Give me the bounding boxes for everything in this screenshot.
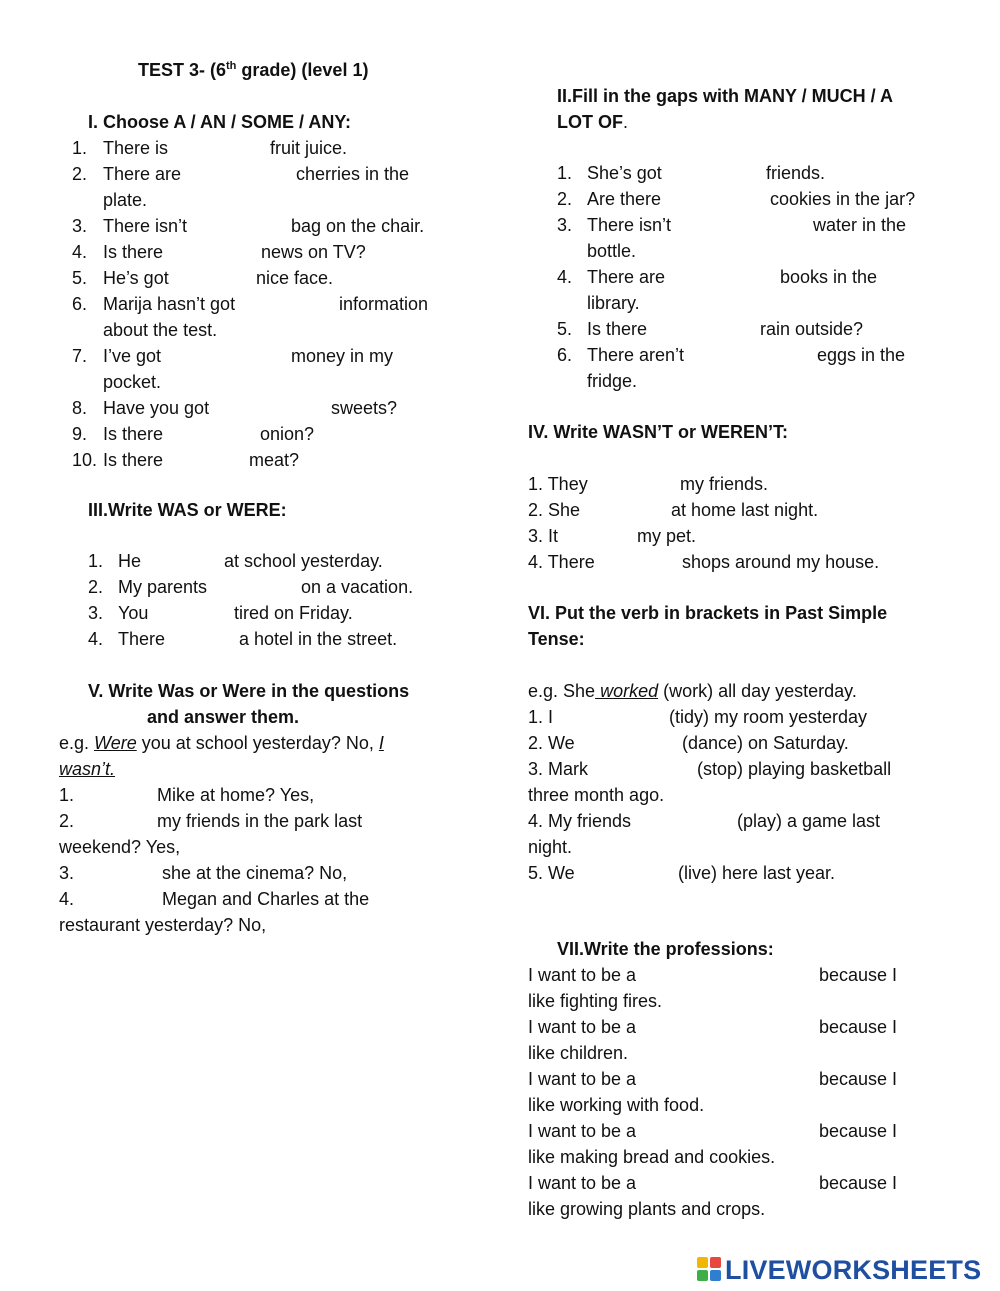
s7-item-text-after-gap: because I xyxy=(819,1069,898,1089)
s2-item-text-after-gap: rain outside? xyxy=(760,319,864,339)
s5-item-text-after-gap: my friends in the park last xyxy=(157,811,363,831)
s4-item-text-after-gap: my friends. xyxy=(680,474,769,494)
s6-item-text: 3. Mark xyxy=(528,759,589,779)
section-3-heading: III.Write WAS or WERE: xyxy=(88,500,287,520)
s1-item-number: 7. xyxy=(72,346,88,366)
section-5-heading-line2: and answer them. xyxy=(147,707,300,727)
s7-item-text: like fighting fires. xyxy=(528,991,663,1011)
s1-item-number: 1. xyxy=(72,138,88,158)
s6-item-text: 4. My friends xyxy=(528,811,632,831)
s7-item-text: I want to be a xyxy=(528,1173,637,1193)
s1-item-text: about the test. xyxy=(103,320,218,340)
s2-item-number: 3. xyxy=(557,215,573,235)
s1-item-text: There are xyxy=(103,164,182,184)
s1-item-text-after-gap: nice face. xyxy=(256,268,334,288)
section-2-heading: II.Fill in the gaps with MANY / MUCH / A xyxy=(557,86,894,106)
s2-item-text: There aren’t xyxy=(587,345,685,365)
s3-item-text-after-gap: on a vacation. xyxy=(301,577,414,597)
s1-item-text: pocket. xyxy=(103,372,162,392)
s1-item-number: 5. xyxy=(72,268,88,288)
s1-item-text-after-gap: fruit juice. xyxy=(270,138,348,158)
s1-item-text: There is xyxy=(103,138,169,158)
section-7-heading: VII.Write the professions: xyxy=(557,939,774,959)
s7-item-text-after-gap: because I xyxy=(819,965,898,985)
s1-item-text: Is there xyxy=(103,242,164,262)
s7-item-text: I want to be a xyxy=(528,965,637,985)
s2-item-text: Is there xyxy=(587,319,648,339)
s1-item-text: I’ve got xyxy=(103,346,162,366)
s5-item-text: 3. xyxy=(59,863,75,883)
logo-text: LIVEWORKSHEETS xyxy=(725,1255,982,1285)
s2-item-text-after-gap: water in the xyxy=(813,215,907,235)
s5-item-text: weekend? Yes, xyxy=(59,837,181,857)
s2-item-text-after-gap: eggs in the xyxy=(817,345,906,365)
section-5-heading: V. Write Was or Were in the questions xyxy=(88,681,410,701)
s1-item-number: 3. xyxy=(72,216,88,236)
s1-item-text-after-gap: cherries in the xyxy=(296,164,410,184)
s6-item-text: 1. I xyxy=(528,707,554,727)
s2-item-text: library. xyxy=(587,293,640,313)
s1-item-text: Is there xyxy=(103,450,164,470)
s5-item-text-after-gap: she at the cinema? No, xyxy=(162,863,348,883)
section-5-example-line2: wasn’t. xyxy=(59,759,116,779)
s6-item-text: 2. We xyxy=(528,733,575,753)
s1-item-text: Is there xyxy=(103,424,164,444)
s1-item-text: plate. xyxy=(103,190,148,210)
s3-item-text-after-gap: a hotel in the street. xyxy=(239,629,398,649)
s2-item-number: 5. xyxy=(557,319,573,339)
s5-item-text: restaurant yesterday? No, xyxy=(59,915,267,935)
s5-item-text: 1. xyxy=(59,785,75,805)
s2-item-number: 1. xyxy=(557,163,573,183)
page-title: TEST 3- (6th grade) (level 1) xyxy=(138,60,369,80)
s1-item-text: Marija hasn’t got xyxy=(103,294,236,314)
s7-item-text: like working with food. xyxy=(528,1095,705,1115)
s6-item-text-after-gap: (play) a game last xyxy=(737,811,881,831)
s6-item-text: three month ago. xyxy=(528,785,665,805)
section-2-heading-line2: LOT OF. xyxy=(557,112,629,132)
s3-item-text: You xyxy=(118,603,149,623)
section-6-example: e.g. She worked (work) all day yesterday. xyxy=(528,681,857,701)
s1-item-number: 9. xyxy=(72,424,88,444)
logo-mark-icon xyxy=(697,1257,723,1283)
s1-item-number: 10. xyxy=(72,450,98,470)
s7-item-text: like making bread and cookies. xyxy=(528,1147,776,1167)
s3-item-number: 1. xyxy=(88,551,104,571)
section-6-heading: VI. Put the verb in brackets in Past Simple xyxy=(528,603,888,623)
s7-item-text-after-gap: because I xyxy=(819,1017,898,1037)
s3-item-text: There xyxy=(118,629,166,649)
s6-item-text-after-gap: (live) here last year. xyxy=(678,863,836,883)
s7-item-text: I want to be a xyxy=(528,1017,637,1037)
s1-item-number: 4. xyxy=(72,242,88,262)
s2-item-text: There isn’t xyxy=(587,215,672,235)
s3-item-number: 3. xyxy=(88,603,104,623)
section-6-heading-line2: Tense: xyxy=(528,629,585,649)
s1-item-text: There isn’t xyxy=(103,216,188,236)
s7-item-text: like children. xyxy=(528,1043,629,1063)
s7-item-text-after-gap: because I xyxy=(819,1173,898,1193)
s1-item-text: Have you got xyxy=(103,398,210,418)
s6-item-text: 5. We xyxy=(528,863,575,883)
s2-item-text: Are there xyxy=(587,189,662,209)
s5-item-text-after-gap: Megan and Charles at the xyxy=(162,889,370,909)
s1-item-number: 2. xyxy=(72,164,88,184)
s7-item-text-after-gap: because I xyxy=(819,1121,898,1141)
s4-item-text-after-gap: my pet. xyxy=(637,526,697,546)
s5-item-text-after-gap: Mike at home? Yes, xyxy=(157,785,315,805)
s3-item-number: 2. xyxy=(88,577,104,597)
s2-item-number: 2. xyxy=(557,189,573,209)
s1-item-text-after-gap: sweets? xyxy=(331,398,398,418)
s2-item-text: There are xyxy=(587,267,666,287)
s6-item-text-after-gap: (stop) playing basketball xyxy=(697,759,892,779)
s2-item-number: 4. xyxy=(557,267,573,287)
s4-item-text: 1. They xyxy=(528,474,588,494)
s1-item-number: 8. xyxy=(72,398,88,418)
s4-item-text: 3. It xyxy=(528,526,559,546)
s1-item-text-after-gap: meat? xyxy=(249,450,300,470)
s2-item-number: 6. xyxy=(557,345,573,365)
s2-item-text: She’s got xyxy=(587,163,662,183)
liveworksheets-logo xyxy=(697,1255,981,1285)
s2-item-text-after-gap: friends. xyxy=(766,163,826,183)
s3-item-text: He xyxy=(118,551,142,571)
s2-item-text: bottle. xyxy=(587,241,637,261)
s7-item-text: I want to be a xyxy=(528,1069,637,1089)
section-1-heading: I. Choose A / AN / SOME / ANY: xyxy=(88,112,352,132)
s3-item-text-after-gap: tired on Friday. xyxy=(234,603,353,623)
s7-item-text: I want to be a xyxy=(528,1121,637,1141)
s4-item-text-after-gap: at home last night. xyxy=(671,500,819,520)
s1-item-text: He’s got xyxy=(103,268,169,288)
s3-item-number: 4. xyxy=(88,629,104,649)
s7-item-text: like growing plants and crops. xyxy=(528,1199,766,1219)
s4-item-text: 4. There xyxy=(528,552,595,572)
section-5-example: e.g. Were you at school yesterday? No, I xyxy=(59,733,384,753)
s1-item-text-after-gap: onion? xyxy=(260,424,315,444)
section-4-heading: IV. Write WASN’T or WEREN’T: xyxy=(528,422,789,442)
s3-item-text: My parents xyxy=(118,577,208,597)
s1-item-text-after-gap: money in my xyxy=(291,346,394,366)
s1-item-text-after-gap: news on TV? xyxy=(261,242,366,262)
s1-item-text-after-gap: bag on the chair. xyxy=(291,216,425,236)
s6-item-text: night. xyxy=(528,837,573,857)
s2-item-text-after-gap: books in the xyxy=(780,267,878,287)
s1-item-text-after-gap: information xyxy=(339,294,429,314)
s2-item-text: fridge. xyxy=(587,371,638,391)
s4-item-text: 2. She xyxy=(528,500,581,520)
s5-item-text: 4. xyxy=(59,889,75,909)
s6-item-text-after-gap: (tidy) my room yesterday xyxy=(669,707,868,727)
s5-item-text: 2. xyxy=(59,811,75,831)
s2-item-text-after-gap: cookies in the jar? xyxy=(770,189,916,209)
s6-item-text-after-gap: (dance) on Saturday. xyxy=(682,733,849,753)
s4-item-text-after-gap: shops around my house. xyxy=(682,552,880,572)
s1-item-number: 6. xyxy=(72,294,88,314)
s3-item-text-after-gap: at school yesterday. xyxy=(224,551,383,571)
